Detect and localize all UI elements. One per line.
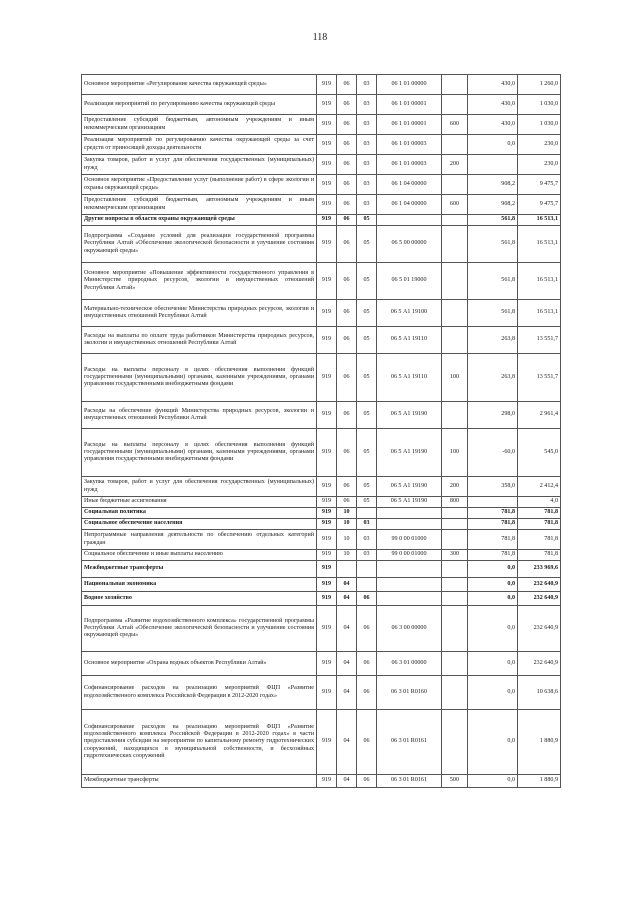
admin-code: 919	[317, 95, 337, 115]
row-name: Непрограммные направления деятельности по обеспечению отдельных категорий граждан	[82, 530, 317, 550]
expense-type-code	[442, 710, 468, 775]
expense-type-code	[442, 226, 468, 263]
expense-type-code	[442, 135, 468, 155]
row-name: Реализация мероприятий по регулированию качества окружающей среды	[82, 95, 317, 115]
total-amount: 230,0	[518, 155, 561, 175]
admin-code: 919	[317, 300, 337, 327]
section-code: 06	[337, 195, 357, 215]
table-row	[82, 530, 561, 550]
target-article-code: 06 1 01 00001	[377, 95, 442, 115]
total-amount: 2 961,4	[518, 402, 561, 429]
table-body	[82, 75, 561, 788]
change-amount: 298,0	[468, 402, 518, 429]
target-article-code: 06 1 04 00000	[377, 195, 442, 215]
expense-type-code: 500	[442, 775, 468, 788]
total-amount: 781,8	[518, 550, 561, 561]
expense-type-code	[442, 606, 468, 652]
section-code: 10	[337, 508, 357, 519]
total-amount: 232 640,9	[518, 606, 561, 652]
row-name: Софинансирование расходов на реализацию мероприятий ФЦП «Развитие водохозяйственного комплекса Российской Федерации в 2012-2020 годах» в части предоставления субсидии на мероприятия по капитальному ремонту гидротехнических сооружений, находящихся в муниципальной собственности, и бесхозяйных гидротехнических сооружений	[82, 710, 317, 775]
change-amount	[468, 497, 518, 508]
row-name: Основное мероприятие «Охрана водных объектов Республики Алтай»	[82, 652, 317, 676]
section-code: 06	[337, 226, 357, 263]
table-row	[82, 402, 561, 429]
table-row	[82, 175, 561, 195]
row-name: Подпрограмма «Развитие водохозяйственного комплекса» государственной программы Республики Алтай «Обеспечение экологической безопасности и улучшение состояния окружающей среды»	[82, 606, 317, 652]
row-name: Водное хозяйство	[82, 592, 317, 606]
section-code: 06	[337, 115, 357, 135]
subsection-code: 06	[357, 775, 377, 788]
change-amount	[468, 155, 518, 175]
total-amount: 781,8	[518, 530, 561, 550]
expense-type-code: 600	[442, 115, 468, 135]
expense-type-code	[442, 263, 468, 300]
expense-type-code: 100	[442, 354, 468, 402]
change-amount: 908,2	[468, 195, 518, 215]
table-row	[82, 606, 561, 652]
expense-type-code	[442, 175, 468, 195]
target-article-code: 06 3 01 R0160	[377, 676, 442, 710]
subsection-code: 05	[357, 327, 377, 354]
table-row	[82, 652, 561, 676]
admin-code: 919	[317, 652, 337, 676]
row-name: Расходы на выплаты персоналу в целях обеспечения выполнения функций государственными (муниципальными) органами, казенными учреждениями, органами управления государственными внебюджетными фондами	[82, 354, 317, 402]
admin-code: 919	[317, 135, 337, 155]
change-amount: 0,0	[468, 578, 518, 592]
section-code: 04	[337, 606, 357, 652]
subsection-code: 05	[357, 402, 377, 429]
admin-code: 919	[317, 195, 337, 215]
target-article-code	[377, 561, 442, 578]
subsection-code: 05	[357, 263, 377, 300]
subsection-code: 03	[357, 195, 377, 215]
expense-type-code	[442, 578, 468, 592]
change-amount: 263,8	[468, 327, 518, 354]
subsection-code: 03	[357, 115, 377, 135]
target-article-code: 06 1 04 00000	[377, 175, 442, 195]
total-amount: 16 513,1	[518, 226, 561, 263]
total-amount: 16 513,1	[518, 263, 561, 300]
row-name: Межбюджетные трансферты	[82, 561, 317, 578]
change-amount: 430,0	[468, 95, 518, 115]
expense-type-code	[442, 519, 468, 530]
section-code: 04	[337, 652, 357, 676]
section-code: 06	[337, 135, 357, 155]
change-amount: 0,0	[468, 592, 518, 606]
table-row	[82, 592, 561, 606]
table-row	[82, 327, 561, 354]
expense-type-code: 200	[442, 155, 468, 175]
row-name: Расходы на выплаты по оплате труда работников Министерства природных ресурсов, экологии и имущественных отношений Республики Алтай	[82, 327, 317, 354]
target-article-code: 99 0 00 01000	[377, 530, 442, 550]
admin-code: 919	[317, 676, 337, 710]
section-code: 10	[337, 530, 357, 550]
subsection-code: 05	[357, 215, 377, 226]
table-row	[82, 429, 561, 477]
total-amount: 16 513,1	[518, 300, 561, 327]
table-row	[82, 300, 561, 327]
total-amount: 2 412,4	[518, 477, 561, 497]
section-code: 10	[337, 550, 357, 561]
table-row	[82, 195, 561, 215]
total-amount: 1 880,9	[518, 710, 561, 775]
total-amount: 232 640,9	[518, 652, 561, 676]
row-name: Социальное обеспечение и иные выплаты населению	[82, 550, 317, 561]
change-amount: 781,8	[468, 508, 518, 519]
row-name: Социальная политика	[82, 508, 317, 519]
table-row	[82, 215, 561, 226]
target-article-code: 06 5 А1 19110	[377, 354, 442, 402]
section-code: 04	[337, 775, 357, 788]
target-article-code: 06 3 00 00000	[377, 606, 442, 652]
change-amount: 263,8	[468, 354, 518, 402]
table-row	[82, 75, 561, 95]
subsection-code: 03	[357, 155, 377, 175]
expense-type-code	[442, 215, 468, 226]
section-code: 06	[337, 477, 357, 497]
section-code: 06	[337, 75, 357, 95]
section-code: 06	[337, 215, 357, 226]
total-amount: 4,0	[518, 497, 561, 508]
target-article-code: 06 5 А1 19100	[377, 300, 442, 327]
target-article-code: 06 5 00 00000	[377, 226, 442, 263]
total-amount: 9 475,7	[518, 175, 561, 195]
row-name: Иные бюджетные ассигнования	[82, 497, 317, 508]
change-amount: 561,8	[468, 300, 518, 327]
subsection-code: 06	[357, 606, 377, 652]
row-name: Национальная экономика	[82, 578, 317, 592]
section-code: 06	[337, 327, 357, 354]
admin-code: 919	[317, 429, 337, 477]
admin-code: 919	[317, 606, 337, 652]
section-code: 06	[337, 155, 357, 175]
expense-type-code	[442, 508, 468, 519]
change-amount: 0,0	[468, 135, 518, 155]
target-article-code	[377, 215, 442, 226]
expense-type-code	[442, 300, 468, 327]
admin-code: 919	[317, 263, 337, 300]
subsection-code: 05	[357, 429, 377, 477]
target-article-code: 06 1 01 00003	[377, 135, 442, 155]
change-amount: 0,0	[468, 652, 518, 676]
section-code: 06	[337, 497, 357, 508]
expense-type-code: 300	[442, 550, 468, 561]
budget-table	[81, 74, 561, 788]
table-row	[82, 155, 561, 175]
admin-code: 919	[317, 592, 337, 606]
table-row	[82, 775, 561, 788]
table-row	[82, 115, 561, 135]
total-amount: 545,0	[518, 429, 561, 477]
table-row	[82, 354, 561, 402]
admin-code: 919	[317, 578, 337, 592]
row-name: Реализация мероприятий по регулированию качества окружающей среды за счет средств от приносящей доходы деятельности	[82, 135, 317, 155]
target-article-code: 06 3 01 00000	[377, 652, 442, 676]
table-row	[82, 226, 561, 263]
table-row	[82, 578, 561, 592]
target-article-code: 06 5 А1 19190	[377, 429, 442, 477]
change-amount: 430,0	[468, 115, 518, 135]
subsection-code: 03	[357, 95, 377, 115]
subsection-code: 03	[357, 75, 377, 95]
admin-code: 919	[317, 477, 337, 497]
change-amount: 430,0	[468, 75, 518, 95]
total-amount: 232 640,9	[518, 592, 561, 606]
change-amount: 561,8	[468, 263, 518, 300]
change-amount: 781,8	[468, 519, 518, 530]
target-article-code: 06 5 А1 19190	[377, 402, 442, 429]
expense-type-code	[442, 95, 468, 115]
admin-code: 919	[317, 115, 337, 135]
admin-code: 919	[317, 226, 337, 263]
change-amount: 0,0	[468, 710, 518, 775]
admin-code: 919	[317, 561, 337, 578]
expense-type-code	[442, 561, 468, 578]
total-amount: 781,8	[518, 508, 561, 519]
change-amount: 0,0	[468, 676, 518, 710]
row-name: Основное мероприятие «Регулирование качества окружающей среды»	[82, 75, 317, 95]
expense-type-code	[442, 676, 468, 710]
total-amount: 13 551,7	[518, 354, 561, 402]
total-amount: 232 640,9	[518, 578, 561, 592]
expense-type-code: 800	[442, 497, 468, 508]
target-article-code: 06 1 01 00001	[377, 115, 442, 135]
expense-type-code	[442, 592, 468, 606]
table-row	[82, 135, 561, 155]
row-name: Материально-техническое обеспечение Министерства природных ресурсов, экологии и имущественных отношений Республики Алтай	[82, 300, 317, 327]
admin-code: 919	[317, 550, 337, 561]
row-name: Межбюджетные трансферты	[82, 775, 317, 788]
expense-type-code	[442, 652, 468, 676]
page-number: 118	[312, 32, 328, 43]
subsection-code: 05	[357, 300, 377, 327]
table-row	[82, 550, 561, 561]
target-article-code: 06 5 А1 19110	[377, 327, 442, 354]
change-amount: 781,8	[468, 530, 518, 550]
total-amount: 233 969,6	[518, 561, 561, 578]
target-article-code	[377, 508, 442, 519]
row-name: Основное мероприятие «Повышение эффективности государственного управления в Министерстве природных ресурсов, экологии и имущественных отношений Республики Алтай»	[82, 263, 317, 300]
row-name: Закупка товаров, работ и услуг для обеспечения государственных (муниципальных) нужд	[82, 477, 317, 497]
admin-code: 919	[317, 775, 337, 788]
expense-type-code: 200	[442, 477, 468, 497]
section-code	[337, 561, 357, 578]
section-code: 04	[337, 592, 357, 606]
total-amount: 16 513,1	[518, 215, 561, 226]
total-amount: 1 260,0	[518, 75, 561, 95]
table-row	[82, 519, 561, 530]
total-amount: 781,8	[518, 519, 561, 530]
row-name: Другие вопросы в области охраны окружающей среды	[82, 215, 317, 226]
expense-type-code	[442, 75, 468, 95]
target-article-code: 06 5 А1 19190	[377, 497, 442, 508]
section-code: 04	[337, 710, 357, 775]
subsection-code: 06	[357, 676, 377, 710]
subsection-code: 05	[357, 477, 377, 497]
admin-code: 919	[317, 508, 337, 519]
change-amount: -60,0	[468, 429, 518, 477]
subsection-code: 03	[357, 175, 377, 195]
target-article-code: 06 1 01 00000	[377, 75, 442, 95]
table-row	[82, 263, 561, 300]
table-row	[82, 676, 561, 710]
subsection-code	[357, 508, 377, 519]
target-article-code	[377, 592, 442, 606]
target-article-code: 06 3 01 R0161	[377, 710, 442, 775]
expense-type-code: 100	[442, 429, 468, 477]
subsection-code: 05	[357, 497, 377, 508]
target-article-code: 06 5 А1 19190	[377, 477, 442, 497]
row-name: Софинансирование расходов на реализацию мероприятий ФЦП «Развитие водохозяйственного комплекса Российской Федерации в 2012-2020 годах»	[82, 676, 317, 710]
row-name: Основное мероприятие «Предоставление услуг (выполнение работ) в сфере экологии и охраны окружающей среды»	[82, 175, 317, 195]
subsection-code: 06	[357, 710, 377, 775]
row-name: Расходы на обеспечение функций Министерства природных ресурсов, экологии и имущественных отношений Республики Алтай	[82, 402, 317, 429]
table-row	[82, 561, 561, 578]
admin-code: 919	[317, 530, 337, 550]
table-row	[82, 710, 561, 775]
subsection-code: 03	[357, 530, 377, 550]
table-row	[82, 477, 561, 497]
admin-code: 919	[317, 354, 337, 402]
section-code: 10	[337, 519, 357, 530]
subsection-code: 03	[357, 550, 377, 561]
total-amount: 10 638,6	[518, 676, 561, 710]
section-code: 04	[337, 676, 357, 710]
total-amount: 1 030,0	[518, 95, 561, 115]
target-article-code: 06 3 01 R0161	[377, 775, 442, 788]
change-amount: 0,0	[468, 606, 518, 652]
admin-code: 919	[317, 710, 337, 775]
admin-code: 919	[317, 519, 337, 530]
admin-code: 919	[317, 402, 337, 429]
row-name: Подпрограмма «Создание условий для реализации государственной программы Республики Алтай «Обеспечение экологической безопасности и улучшение состояния окружающей среды»	[82, 226, 317, 263]
total-amount: 13 551,7	[518, 327, 561, 354]
subsection-code: 05	[357, 354, 377, 402]
section-code: 06	[337, 95, 357, 115]
row-name: Предоставление субсидий бюджетным, автономным учреждениям и иным некоммерческим организациям	[82, 195, 317, 215]
section-code: 06	[337, 354, 357, 402]
subsection-code: 06	[357, 592, 377, 606]
change-amount: 0,0	[468, 775, 518, 788]
expense-type-code	[442, 530, 468, 550]
admin-code: 919	[317, 497, 337, 508]
row-name: Закупка товаров, работ и услуг для обеспечения государственных (муниципальных) нужд	[82, 155, 317, 175]
row-name: Предоставление субсидий бюджетным, автономным учреждениям и иным некоммерческим организациям	[82, 115, 317, 135]
section-code: 06	[337, 429, 357, 477]
change-amount: 0,0	[468, 561, 518, 578]
expense-type-code	[442, 402, 468, 429]
change-amount: 561,8	[468, 215, 518, 226]
target-article-code	[377, 578, 442, 592]
section-code: 06	[337, 263, 357, 300]
target-article-code	[377, 519, 442, 530]
section-code: 06	[337, 300, 357, 327]
subsection-code	[357, 561, 377, 578]
section-code: 06	[337, 402, 357, 429]
section-code: 06	[337, 175, 357, 195]
admin-code: 919	[317, 75, 337, 95]
subsection-code: 06	[357, 652, 377, 676]
admin-code: 919	[317, 175, 337, 195]
total-amount: 1 880,9	[518, 775, 561, 788]
target-article-code: 06 5 01 19000	[377, 263, 442, 300]
admin-code: 919	[317, 327, 337, 354]
admin-code: 919	[317, 155, 337, 175]
change-amount: 561,8	[468, 226, 518, 263]
target-article-code: 99 0 00 01000	[377, 550, 442, 561]
row-name: Расходы на выплаты персоналу в целях обеспечения выполнения функций государственными (муниципальными) органами, казенными учреждениями, органами управления государственными внебюджетными фондами	[82, 429, 317, 477]
change-amount: 358,0	[468, 477, 518, 497]
expense-type-code	[442, 327, 468, 354]
subsection-code: 03	[357, 519, 377, 530]
subsection-code: 03	[357, 135, 377, 155]
total-amount: 1 030,0	[518, 115, 561, 135]
total-amount: 9 475,7	[518, 195, 561, 215]
section-code: 04	[337, 578, 357, 592]
admin-code: 919	[317, 215, 337, 226]
change-amount: 908,2	[468, 175, 518, 195]
change-amount: 781,8	[468, 550, 518, 561]
table-row	[82, 95, 561, 115]
expense-type-code: 600	[442, 195, 468, 215]
subsection-code	[357, 578, 377, 592]
row-name: Социальное обеспечение населения	[82, 519, 317, 530]
table-row	[82, 508, 561, 519]
target-article-code: 06 1 01 00003	[377, 155, 442, 175]
subsection-code: 05	[357, 226, 377, 263]
table-row	[82, 497, 561, 508]
total-amount: 230,0	[518, 135, 561, 155]
